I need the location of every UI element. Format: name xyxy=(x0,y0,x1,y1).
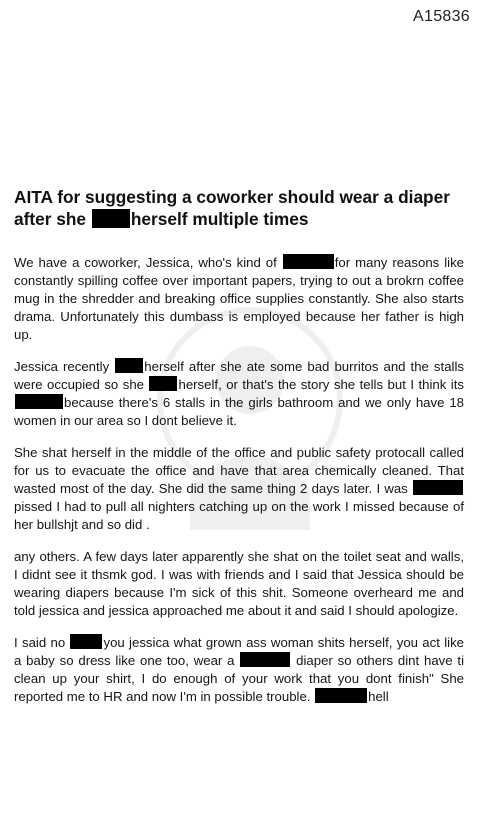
redaction-bar xyxy=(149,376,177,391)
text-segment: pissed I had to pull all nighters catching up on the work I missed because of her bullshjt and so did . xyxy=(14,499,464,532)
text-segment: Jessica recently xyxy=(14,359,110,374)
redaction-bar xyxy=(70,634,102,649)
document-id: A15836 xyxy=(413,8,470,25)
redaction-bar xyxy=(115,358,143,373)
redaction-bar xyxy=(240,652,290,667)
paragraph-4 xyxy=(14,548,464,620)
title-text-start: AITA for suggesting a coworker should wear a diaper after she xyxy=(14,187,450,229)
text-segment: any others. A few days later apparently she shat on the toilet seat and walls, I didnt see it thsmk god. I was with friends and I said that Jessica should be wearing diapers because I'm sick of this shit. Someone overheard me and told jessica and jessica approached me about it and said I should apologize. xyxy=(14,549,464,618)
text-segment: for many reasons like constantly spilling coffee over important papers, trying to out a brokrn coffee mug in the shredder and breaking office supplies constantly. She also starts drama. Unfortunately this dumbass is employed because her father is high up. xyxy=(14,255,464,342)
redaction-bar xyxy=(315,688,367,703)
paragraph-5 xyxy=(14,634,464,706)
text-segment: herself, or that's the story she tells but I think its xyxy=(178,377,464,392)
text-segment: We have a coworker, Jessica, who's kind of xyxy=(14,255,277,270)
redaction-bar xyxy=(413,480,463,495)
text-segment: herself after she ate some bad burritos and the stalls were occupied so she xyxy=(14,359,464,392)
text-segment: you jessica what grown ass woman shits herself, you act like a baby so dress like one too, wear a xyxy=(14,635,464,668)
text-segment: I said no xyxy=(14,635,66,650)
post-title xyxy=(14,186,464,230)
text-segment: diaper so others dint have ti clean up your shirt, I do enough of your work that you dont finish" She reported me to HR and now I'm in possible trouble. xyxy=(14,653,465,704)
text-segment: because there's 6 stalls in the girls bathroom and we only have 18 women in our area so I dont believe it. xyxy=(14,395,464,428)
text-segment: She shat herself in the middle of the office and public safety protocall called for us to evacuate the office and have that area chemically cleaned. That wasted most of the day. She did the same thing 2 days later. I was xyxy=(14,445,464,496)
paragraph-1 xyxy=(14,254,464,344)
paragraph-3 xyxy=(14,444,464,534)
redaction-bar xyxy=(15,394,63,409)
title-text-end: herself multiple times xyxy=(130,209,309,229)
text-segment: hell xyxy=(368,689,389,704)
post-body xyxy=(14,186,464,720)
redaction-bar xyxy=(92,209,130,228)
redaction-bar xyxy=(283,254,334,269)
paragraph-2 xyxy=(14,358,464,430)
